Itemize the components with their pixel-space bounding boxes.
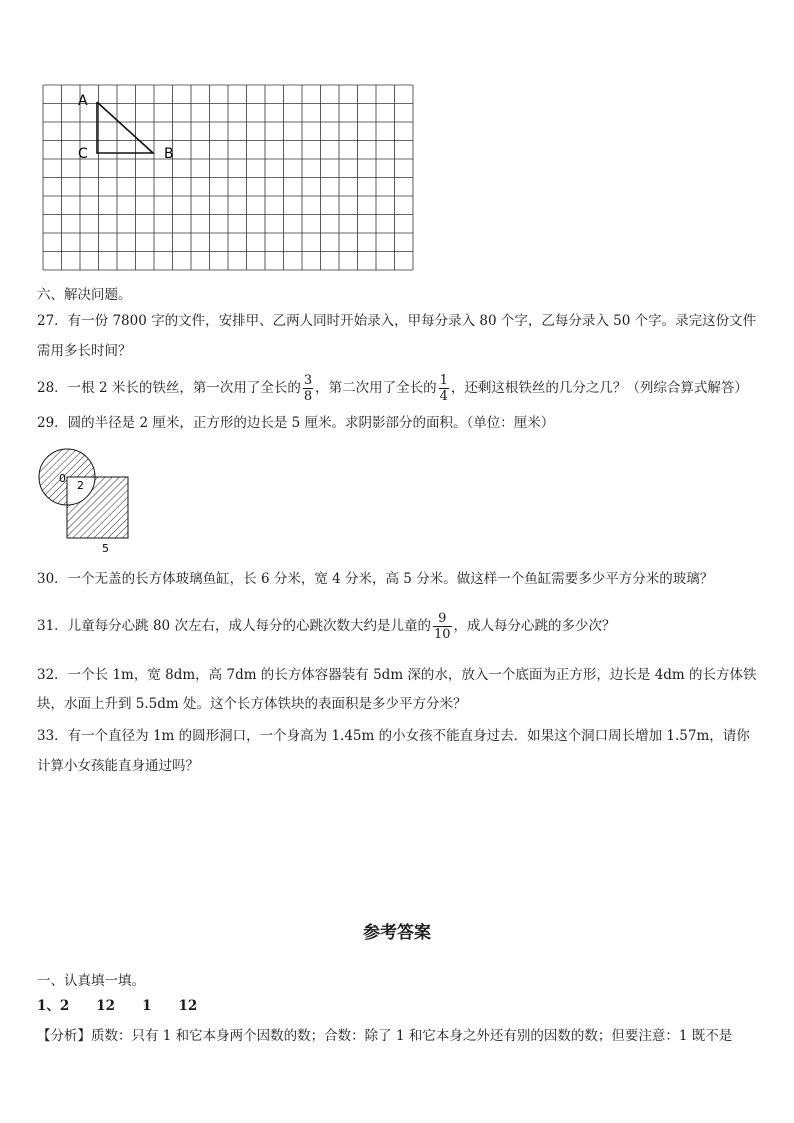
grid-figure [42,84,416,272]
answer-1: 1、2 12 1 12 [37,998,198,1014]
q31 [37,610,616,642]
radius-label: 2 [77,479,84,492]
q31-fraction: $\frac{9}{10}$ [433,611,451,642]
q31-part1: 31．儿童每分心跳 80 次左右，成人每分的心跳次数大约是儿童的 [37,618,431,634]
triangle-abc [97,102,153,153]
q28-part1: 28．一根 2 米长的铁丝，第一次用了全长的 [37,380,301,396]
vertex-b-label: B [164,146,174,162]
q28-part3: ，还剩这根铁丝的几分之几？（列综合算式解答） [450,380,748,396]
q29-text: 29．圆的半径是 2 厘米，正方形的边长是 5 厘米。求阴影部分的面积。（单位：厘米） [37,415,555,431]
q27-line2: 需用多长时间？ [37,343,132,359]
q30-text: 30．一个无盖的长方体玻璃鱼缸，长 6 分米，宽 4 分米，高 5 分米。做这样一个鱼缸需要多少平方分米的玻璃？ [37,571,714,587]
q32-line1: 32．一个长 1m，宽 8dm，高 7dm 的长方体容器装有 5dm 深的水，放入一个底面为正方形，边长是 4dm 的长方体铁 [37,667,757,683]
q28-part2: ，第二次用了全长的 [315,380,437,396]
q32-line2: 块，水面上升到 5.5dm 处。这个长方体铁块的表面积是多少平方分米？ [37,696,467,712]
vertex-a-label: A [78,93,88,109]
side-label: 5 [102,542,109,555]
section6-heading: 六、解决问题。 [37,287,132,303]
q33-line1: 33．有一个直径为 1m 的圆形洞口，一个身高为 1.45m 的小女孩不能直身过去．如果这个洞口周长增加 1.57m，请你 [37,728,750,744]
analysis-text: 【分析】质数：只有 1 和它本身两个因数的数；合数：除了 1 和它本身之外还有别的因数的数；但要注意：1 既不是 [37,1028,733,1044]
q33-line2: 计算小女孩能直身通过吗？ [37,758,199,774]
vertex-c-label: C [78,146,88,162]
answers-section1: 一、认真填一填。 [37,973,145,989]
q28-fraction-1: $\frac{3}{8}$ [303,373,313,404]
center-o-label: 0 [59,472,66,485]
circle-square-figure [36,447,136,559]
q27-line1: 27．有一份 7800 字的文件，安排甲、乙两人同时开始录入，甲每分录入 80 个字，乙每分录入 50 个字。录完这份文件 [37,313,757,329]
q28 [37,372,748,404]
answers-title: 参考答案 [363,923,431,943]
q31-part2: ，成人每分心跳的多少次？ [453,618,616,634]
q28-fraction-2: $\frac{1}{4}$ [439,373,448,404]
